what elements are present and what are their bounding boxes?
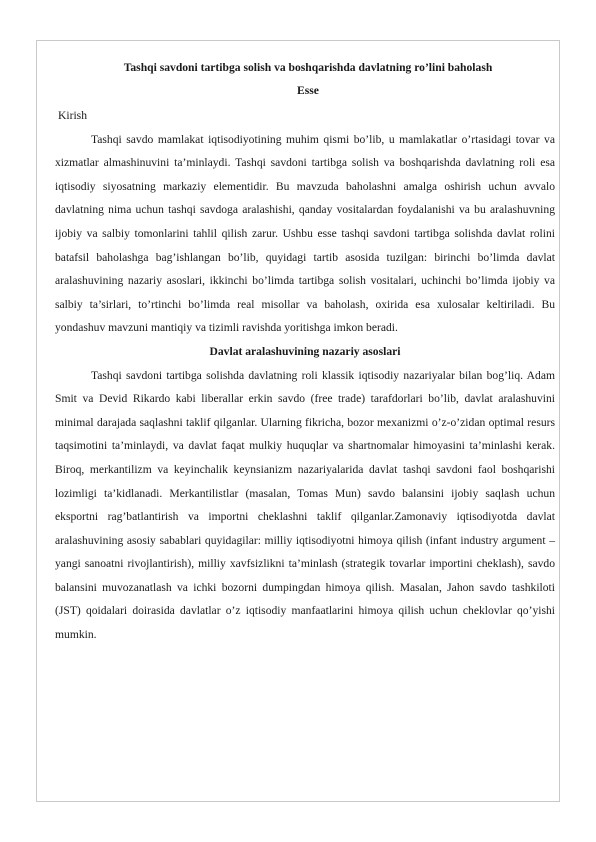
intro-label: Kirish xyxy=(58,109,87,122)
document-title xyxy=(60,56,556,102)
section-paragraph: Tashqi savdoni tartibga solishda davlatning roli klassik iqtisodiy nazariyalar bilan bog’liq. Adam Smit va Devid Rikardo kabi liberallar erkin savdo (free trade) tarafdorlari bo’lib, davlat aralashuvini minimal darajada saqlashni taklif qilganlar. Ularning fikricha, bozor mexanizmi o’z-o’zidan optimal resurs taqsimotini ta’minlaydi, va davlat faqat mulkiy huquqlar va shartnomalar himoyasini ta’minlashi kerak. Biroq, merkantilizm va keyinchalik keynsianizm nazariyalarida davlat tashqi savdoni faol boshqarishi lozimligi ta’kidlanadi. Merkantilistlar (masalan, Tomas Mun) savdo balansini ijobiy saqlash uchun eksportni rag’batlantirish va importni cheklashni taklif qilganlar.Zamonaviy iqtisodiyotda davlat aralashuvining asosiy sabablari quyidagilar: milliy iqtisodiyotni himoya qilish (infant industry argument – yangi sanoatni rivojlantirish), milliy xavfsizlikni ta’minlash (strategik tovarlar importini cheklash), savdo balansini muvozanatlash va ichki bozorni dumpingdan himoya qilish. Masalan, Jahon savdo tashkiloti (JST) qoidalari doirasida davlatlar o’z iqtisodiy manfaatlarini himoya qilish uchun cheklovlar qo’yishi mumkin. xyxy=(55,368,555,642)
title-main: Tashqi savdoni tartibga solish va boshqarishda davlatning ro’lini baholash xyxy=(123,61,493,74)
intro-paragraph: Tashqi savdo mamlakat iqtisodiyotining muhim qismi bo’lib, u mamlakatlar o’rtasidagi tovar va xizmatlar almashinuvini ta’minlaydi. Tashqi savdoni tartibga solish va boshqarishda davlatning roli esa iqtisodiy siyosatning markaziy elementidir. Bu mavzuda baholashni amalga oshirish uchun avvalo davlatning nima uchun tashqi savdoga aralashishi, qanday vositalardan foydalanishi va bu aralashuvning ijobiy va salbiy tomonlarini tahlil qilish zarur. Ushbu esse tashqi savdoni tartibga solishda davlat rolini batafsil baholashga bag’ishlangan bo’lib, quyidagi tartib asosida tuzilgan: birinchi bo’limda davlat aralashuvining nazariy asoslari, ikkinchi bo’limda tartibga solish vositalari, uchinchi bo’limda ijobiy va salbiy ta’sirlari, to’rtinchi bo’limda real misollar va baholash, oxirida esa xulosalar keltiriladi. Bu yondashuv mavzuni mantiqiy va tizimli ravishda yoritishga imkon beradi. xyxy=(55,132,555,335)
section-heading: Davlat aralashuvining nazariy asoslari xyxy=(209,344,401,358)
document-body xyxy=(55,104,555,647)
title-subtitle: Esse xyxy=(297,84,319,97)
